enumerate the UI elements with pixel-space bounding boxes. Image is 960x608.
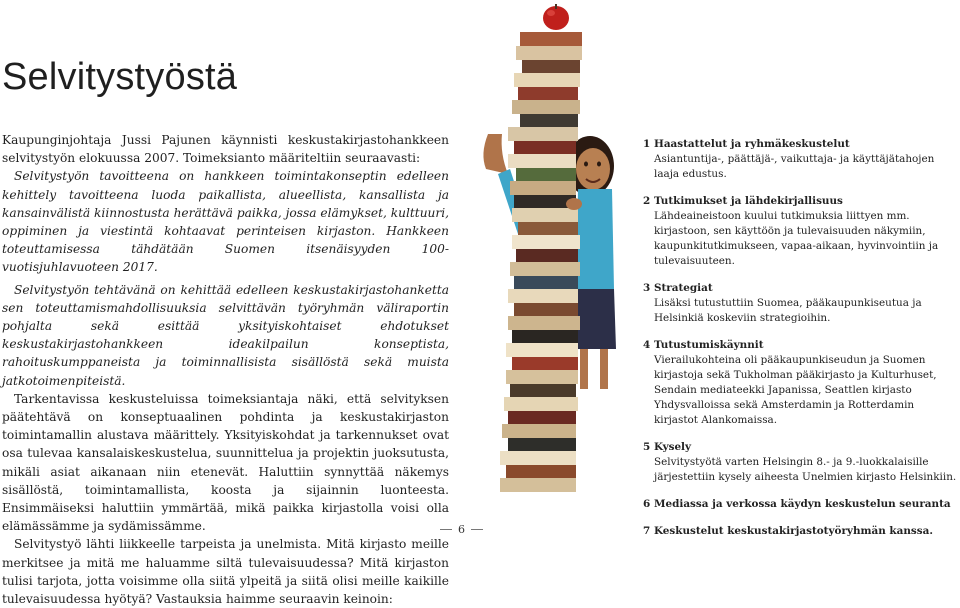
intro-paragraph: Kaupunginjohtaja Jussi Pajunen käynnisti keskustakirjastohankkeen selvitystyön elokuussa 2007. Toimeksianto määriteltiin seuraavasti:	[2, 133, 449, 166]
list-item-number: 4	[643, 339, 651, 351]
body-paragraph-1: Tarkentavissa keskusteluissa toimeksiantaja näki, että selvityksen päätehtävä on konseptuaalinen pohdinta ja keskustakirjaston toimintamallin alustava määrittely. Yksityiskohdat ja tarkennukset ovat osa tulevaa kansalaiskeskustelua, suunnittelua ja projektin juoksutusta, mikäli asiat aikanaan niin etenevät. Haluttiin synnyttää näkemys sisällöstä, toimintamallista, koosta ja sijainnin luonteesta. Ensimmäiseksi haluttiin ymmärtää, mikä paikka kirjastolla voisi olla elämässämme ja sydämissämme.	[2, 391, 449, 534]
assignment-quote-2: Selvitystyön tehtävänä on kehittää edelleen keskustakirjastohanketta sen toteuttamismahdollisuuksia selvittävän työryhmän väliraportin pohjalta sekä esittää yksityiskohtaiset ehdotukset keskustakirjastohankkeen ideakilpailun konseptista, rahoituskumppaneista ja toiminnallisista sisällöstä sekä muista jatkotoimenpiteistä.	[2, 282, 449, 388]
list-item	[643, 281, 958, 326]
main-text-column	[2, 131, 449, 608]
list-item-number: 5	[643, 441, 651, 453]
list-item-number: 7	[643, 525, 651, 537]
footer-dash-right	[471, 529, 483, 530]
apple-icon	[543, 4, 569, 30]
list-item-number: 3	[643, 282, 651, 294]
page-number: 6	[458, 523, 465, 536]
list-item	[643, 440, 958, 485]
footer-dash-left	[440, 529, 452, 530]
list-item	[643, 497, 958, 512]
body-paragraph-2: Selvitystyö lähti liikkeelle tarpeista ja unelmista. Mitä kirjasto meille merkitsee ja mitä me haluamme siltä tulevaisuudessa? Mitä kirjaston tulisi tarjota, jotta voisimme olla siitä ylpeitä ja siitä olisi meille kaikille tulevaisuudessa hyötyä? Vastauksia haimme seuraavin keinoin:	[2, 537, 449, 607]
page-number-footer	[440, 523, 483, 536]
list-item-description: Lisäksi tutustuttiin Suomea, pääkaupunkiseutua ja Helsinkiä koskeviin strategioihin.	[654, 297, 922, 324]
girl-with-book-stack-illustration	[478, 4, 618, 494]
list-item-description: Selvitystyötä varten Helsingin 8.- ja 9.-luokkalaisille järjestettiin kysely aiheesta Unelmien kirjasto Helsinkiin.	[654, 456, 957, 483]
list-item-heading: Tutustumiskäynnit	[654, 339, 764, 351]
method-list	[643, 137, 958, 547]
list-item-description: Asiantuntija-, päättäjä-, vaikuttaja- ja käyttäjätahojen laaja edustus.	[654, 153, 935, 180]
list-item-heading: Kysely	[654, 441, 692, 453]
list-item-heading: Mediassa ja verkossa käydyn keskustelun seuranta	[654, 498, 951, 510]
list-item-description: Vierailukohteina oli pääkaupunkiseudun ja Suomen kirjastoja sekä Tukholman pääkirjasto ja Kulturhuset, Sendain mediateekki Japanissa, Seattlen kirjasto Yhdysvalloissa sekä Amsterdamin ja Rotterdamin kirjastot Alankomaissa.	[654, 354, 937, 426]
list-item	[643, 137, 958, 182]
list-item-description: Lähdeaineistoon kuului tutkimuksia liittyen mm. kirjastoon, sen käyttöön ja tulevaisuuden näkymiin, kaupunkitutkimukseen, vapaa-aikaan, hyvinvointiin ja tulevaisuuteen.	[654, 210, 939, 267]
list-item-heading: Tutkimukset ja lähdekirjallisuus	[654, 195, 843, 207]
list-item-heading: Haastattelut ja ryhmäkeskustelut	[654, 138, 850, 150]
list-item-number: 6	[643, 498, 651, 510]
list-item-heading: Keskustelut keskustakirjastotyöryhmän kanssa.	[654, 525, 933, 537]
list-item-number: 2	[643, 195, 651, 207]
list-item	[643, 338, 958, 428]
assignment-quote-1: Selvitystyön tavoitteena on hankkeen toimintakonseptin edelleen kehittely tavoitteena luoda paikallista, alueellista, kansallista ja kansainvälistä kiinnostusta herättävä paikka, jossa elämykset, kulttuuri, oppiminen ja viestintä kohtaavat perinteisen kirjaston. Hankkeen toteuttamisessa tähdätään Suomen itsenäisyyden 100-vuotisjuhlavuoteen 2017.	[2, 169, 449, 275]
list-item	[643, 194, 958, 269]
list-item-heading: Strategiat	[654, 282, 713, 294]
page-title: Selvitystyöstä	[2, 56, 238, 98]
list-item-number: 1	[643, 138, 651, 150]
book-stack	[500, 32, 582, 492]
